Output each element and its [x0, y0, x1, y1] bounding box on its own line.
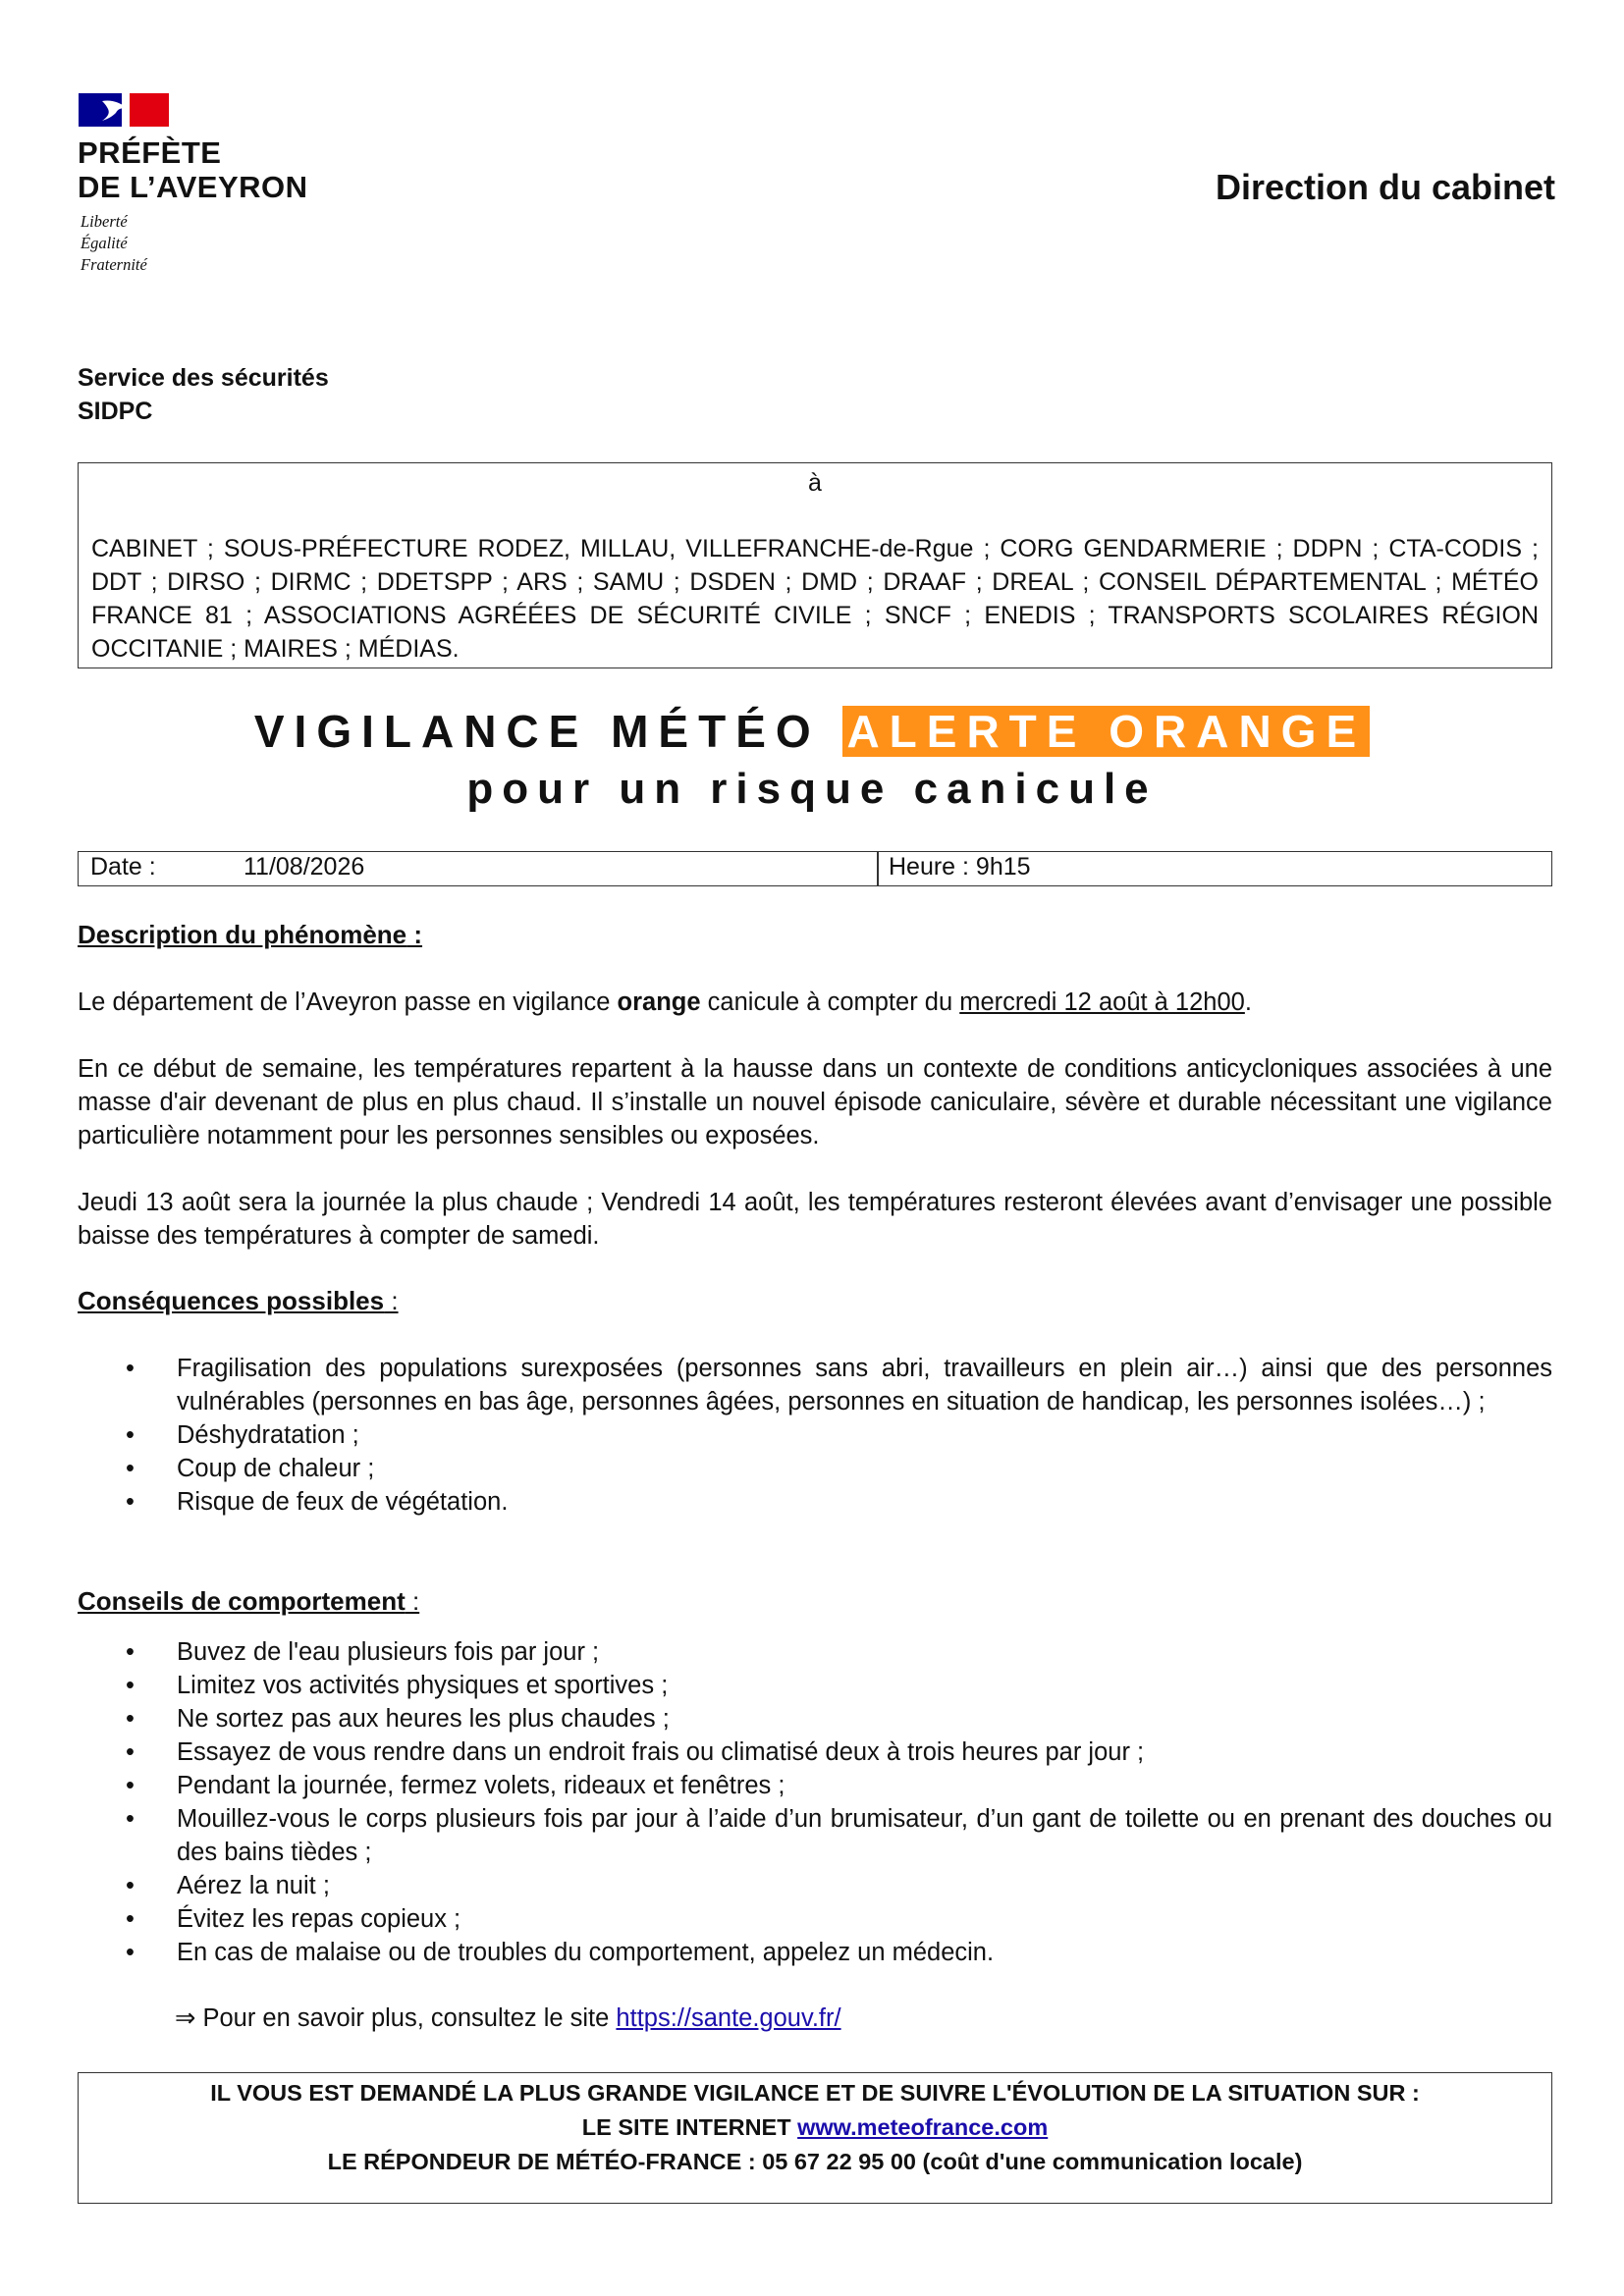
list-item-text: Pendant la journée, fermez volets, rideaux et fenêtres ; — [177, 1772, 785, 1799]
bullet-icon: • — [126, 1488, 135, 1516]
footer-line-2 — [79, 2110, 1551, 2145]
bullet-icon: • — [126, 1872, 135, 1899]
advice-heading-text: Conseils de comportement — [78, 1586, 406, 1616]
list-item-text: Évitez les repas copieux ; — [177, 1905, 461, 1933]
bullet-icon: • — [126, 1638, 135, 1666]
footer-line-3 — [79, 2145, 1551, 2179]
list-item — [126, 1936, 1552, 1969]
list-item — [126, 1635, 1552, 1669]
list-item — [126, 1485, 1552, 1519]
table-divider — [877, 852, 879, 885]
list-item — [126, 1418, 1552, 1452]
footer-line-1: IL VOUS EST DEMANDÉ LA PLUS GRANDE VIGILANCE ET DE SUIVRE L'ÉVOLUTION DE LA SITUATION SUR : — [210, 2080, 1420, 2106]
bullet-icon: • — [126, 1705, 135, 1733]
list-item — [126, 1452, 1552, 1485]
addressee-box — [78, 462, 1552, 668]
description-heading — [78, 920, 422, 950]
more-info-text: ⇒ Pour en savoir plus, consultez le site — [175, 2004, 617, 2032]
list-item — [126, 1735, 1552, 1769]
list-item — [126, 1769, 1552, 1802]
list-item — [126, 1802, 1552, 1869]
description-paragraph-1 — [78, 986, 1552, 1019]
bullet-icon: • — [126, 1905, 135, 1933]
alert-title-prefix: VIGILANCE MÉTÉO — [253, 706, 821, 757]
list-item-text: Fragilisation des populations surexposées (personnes sans abri, travailleurs en plein air…) ainsi que des personnes vulnérables (personnes en bas âge, personnes âgées, personnes en situation de handicap, les personnes isolées…) ; — [177, 1355, 1552, 1415]
p1-text: Le département de l’Aveyron passe en vigilance — [78, 988, 618, 1016]
list-item-text: Déshydratation ; — [177, 1421, 359, 1449]
alert-level-badge: ALERTE ORANGE — [842, 706, 1370, 757]
addressee-list: CABINET ; SOUS-PRÉFECTURE RODEZ, MILLAU, VILLEFRANCHE-de-Rgue ; CORG GENDARMERIE ; DDPN ; CTA-CODIS ; DDT ; DIRSO ; DIRMC ; DDETSPP ; ARS ; SAMU ; DSDEN ; DMD ; DRAAF ; DREAL ; CONSEIL DÉPARTEMENTAL ; MÉTÉO FRANCE 81 ; ASSOCIATIONS AGRÉÉES DE SÉCURITÉ CIVILE ; SNCF ; ENEDIS ; TRANSPORTS SCOLAIRES RÉGION OCCITANIE ; MAIRES ; MÉDIAS. — [91, 535, 1539, 663]
p1-text-mid: canicule à compter du — [700, 988, 960, 1016]
alert-title — [0, 705, 1624, 758]
description-paragraph-2: En ce début de semaine, les températures repartent à la hausse dans un contexte de conditions anticycloniques associées à une masse d'air devenant de plus en plus chaud. Il s’installe un nouvel épisode caniculaire, sévère et durable nécessitant une vigilance particulière notamment pour les personnes sensibles ou exposées. — [78, 1055, 1552, 1149]
motto-line: Liberté — [81, 212, 128, 231]
more-info-line — [175, 2003, 841, 2033]
consequences-heading-suffix: : — [384, 1286, 399, 1315]
bullet-icon: • — [126, 1421, 135, 1449]
bullet-icon: • — [126, 1772, 135, 1799]
list-item — [126, 1669, 1552, 1702]
consequences-list — [126, 1352, 1552, 1519]
motto-line: Égalité — [81, 234, 128, 252]
brand-line: PRÉFÈTE — [78, 135, 222, 170]
motto-line: Fraternité — [81, 255, 147, 274]
list-item-text: En cas de malaise ou de troubles du comportement, appelez un médecin. — [177, 1939, 995, 1966]
advice-heading-suffix: : — [405, 1586, 420, 1616]
p1-underlined-date: mercredi 12 août à 12h00 — [959, 988, 1245, 1016]
time-value: Heure : 9h15 — [889, 853, 1031, 881]
footer-line-2-text: LE SITE INTERNET — [581, 2114, 798, 2140]
bullet-icon: • — [126, 1939, 135, 1966]
service-block — [78, 361, 329, 428]
list-item-text: Risque de feux de végétation. — [177, 1488, 509, 1516]
list-item-text: Essayez de vous rendre dans un endroit frais ou climatisé deux à trois heures par jour ; — [177, 1738, 1145, 1766]
vigilance-footer-box — [78, 2072, 1552, 2204]
bullet-icon: • — [126, 1455, 135, 1482]
sante-link[interactable]: https://sante.gouv.fr/ — [616, 2004, 841, 2032]
bullet-icon: • — [126, 1355, 135, 1382]
list-item-text: Limitez vos activités physiques et sportives ; — [177, 1672, 669, 1699]
direction-title: Direction du cabinet — [1215, 167, 1555, 207]
bullet-icon: • — [126, 1805, 135, 1833]
consequences-heading-text: Conséquences possibles — [78, 1286, 385, 1315]
meteofrance-link[interactable]: www.meteofrance.com — [797, 2114, 1049, 2140]
list-item — [126, 1352, 1552, 1418]
republic-motto — [81, 211, 147, 276]
bullet-icon: • — [126, 1672, 135, 1699]
list-item — [126, 1702, 1552, 1735]
addressee-to: à — [808, 469, 822, 497]
list-item — [126, 1869, 1552, 1902]
description-heading-text: Description du phénomène — [78, 920, 407, 949]
list-item-text: Buvez de l'eau plusieurs fois par jour ; — [177, 1638, 600, 1666]
description-paragraph-3: Jeudi 13 août sera la journée la plus chaude ; Vendredi 14 août, les températures resteront élevées avant d’envisager une possible baisse des températures à compter de samedi. — [78, 1189, 1552, 1250]
bullet-icon: • — [126, 1738, 135, 1766]
advice-heading — [78, 1586, 419, 1617]
list-item-text: Ne sortez pas aux heures les plus chaudes ; — [177, 1705, 670, 1733]
list-item-text: Mouillez-vous le corps plusieurs fois par jour à l’aide d’un brumisateur, d’un gant de toilette ou en prenant des douches ou des bains tièdes ; — [177, 1805, 1552, 1866]
date-time-table — [78, 851, 1552, 886]
advice-list — [126, 1635, 1552, 1969]
list-item — [126, 1902, 1552, 1936]
alert-subtitle: pour un risque canicule — [466, 765, 1158, 813]
date-label: Date : — [90, 853, 156, 881]
marianne-flag-icon — [79, 93, 169, 127]
p1-end: . — [1244, 988, 1252, 1016]
date-value: 11/08/2026 — [244, 853, 365, 881]
p1-bold: orange — [617, 988, 701, 1016]
consequences-heading — [78, 1286, 399, 1316]
brand-line: DE L’AVEYRON — [78, 170, 308, 204]
service-line: SIDPC — [78, 398, 153, 425]
list-item-text: Aérez la nuit ; — [177, 1872, 330, 1899]
service-line: Service des sécurités — [78, 364, 329, 392]
list-item-text: Coup de chaleur ; — [177, 1455, 375, 1482]
description-heading-suffix: : — [406, 920, 423, 949]
footer-line-3-text: LE RÉPONDEUR DE MÉTÉO-FRANCE : 05 67 22 95 00 — [327, 2149, 923, 2174]
footer-line-3-note: (coût d'une communication locale) — [922, 2149, 1303, 2174]
prefecture-name — [78, 135, 308, 204]
